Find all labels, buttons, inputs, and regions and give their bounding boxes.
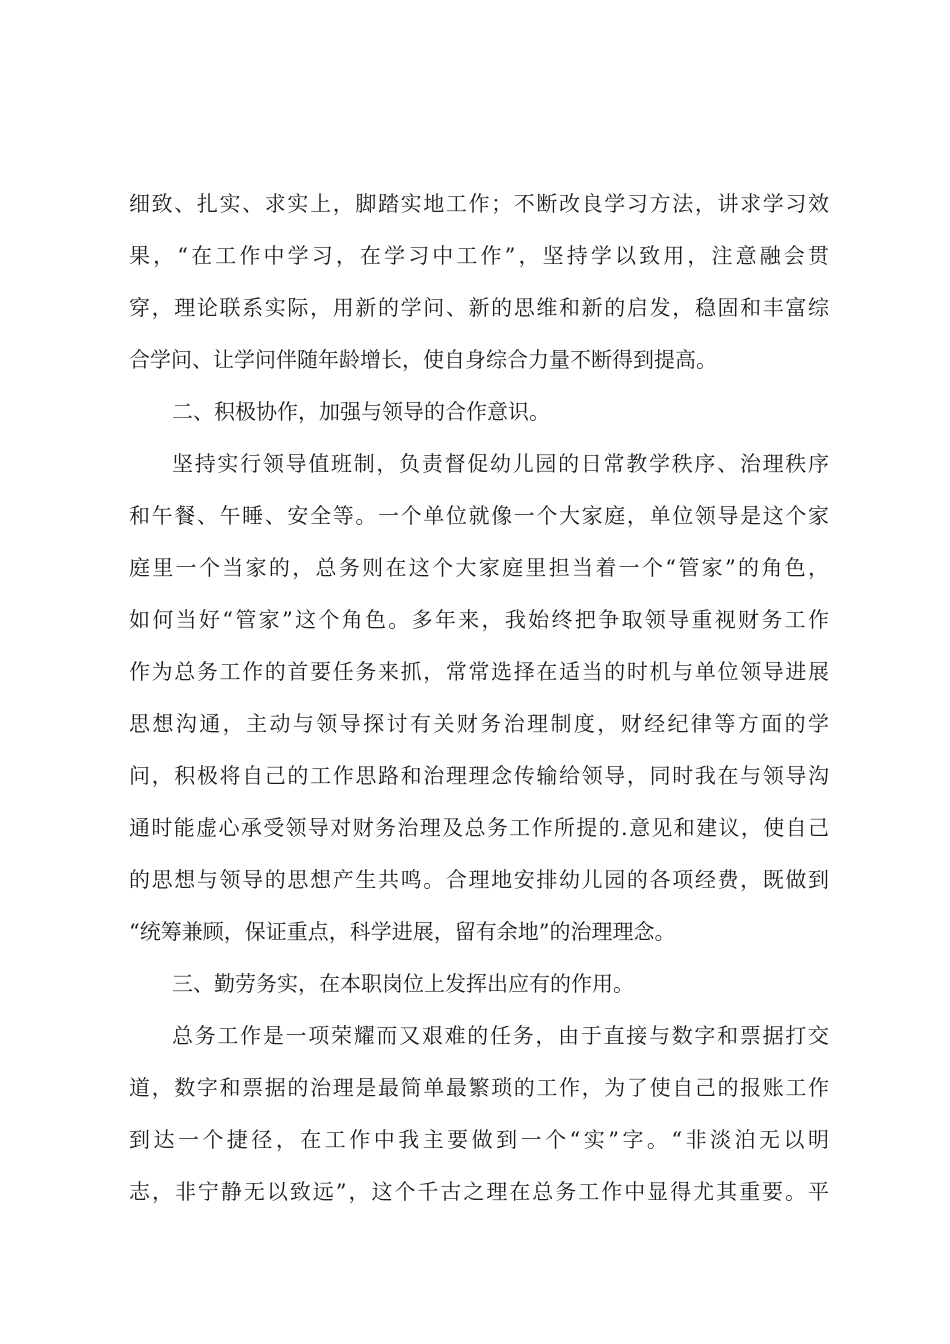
text-line: 穿，理论联系实际，用新的学问、新的思维和新的启发，稳固和丰富综 bbox=[129, 296, 829, 320]
text-line: 的思想与领导的思想产生共鸣。合理地安排幼儿园的各项经费，既做到 bbox=[129, 868, 829, 892]
text-line: 如何当好“管家”这个角色。多年来，我始终把争取领导重视财务工作 bbox=[129, 608, 829, 632]
section-heading: 三、勤劳务实，在本职岗位上发挥出应有的作用。 bbox=[172, 972, 634, 996]
text-line: 庭里一个当家的，总务则在这个大家庭里担当着一个“管家”的角色， bbox=[129, 556, 829, 580]
text-line: “统筹兼顾，保证重点，科学进展，留有余地”的治理理念。 bbox=[129, 920, 676, 944]
text-line: 问，积极将自己的工作思路和治理理念传输给领导，同时我在与领导沟 bbox=[129, 764, 829, 788]
text-line: 和午餐、午睡、安全等。一个单位就像一个大家庭，单位领导是这个家 bbox=[129, 504, 829, 528]
text-line: 总务工作是一项荣耀而又艰难的任务，由于直接与数字和票据打交 bbox=[172, 1024, 829, 1048]
text-line: 志，非宁静无以致远”，这个千古之理在总务工作中显得尤其重要。平 bbox=[129, 1180, 829, 1204]
text-line: 坚持实行领导值班制，负责督促幼儿园的日常教学秩序、治理秩序 bbox=[172, 452, 829, 476]
text-line: 思想沟通，主动与领导探讨有关财务治理制度，财经纪律等方面的学 bbox=[129, 712, 829, 736]
text-line: 合学问、让学问伴随年龄增长，使自身综合力量不断得到提高。 bbox=[129, 348, 717, 372]
section-heading: 二、积极协作，加强与领导的合作意识。 bbox=[172, 400, 550, 424]
text-line: 果，“在工作中学习，在学习中工作”，坚持学以致用，注意融会贯 bbox=[129, 244, 829, 268]
text-line: 作为总务工作的首要任务来抓，常常选择在适当的时机与单位领导进展 bbox=[129, 660, 829, 684]
text-line: 道，数字和票据的治理是最简单最繁琐的工作，为了使自己的报账工作 bbox=[129, 1076, 829, 1100]
text-line: 细致、扎实、求实上，脚踏实地工作；不断改良学习方法，讲求学习效 bbox=[129, 192, 829, 216]
text-line: 通时能虚心承受领导对财务治理及总务工作所提的.意见和建议，使自己 bbox=[129, 816, 829, 840]
text-line: 到达一个捷径，在工作中我主要做到一个“实”字。“非淡泊无以明 bbox=[129, 1128, 829, 1152]
